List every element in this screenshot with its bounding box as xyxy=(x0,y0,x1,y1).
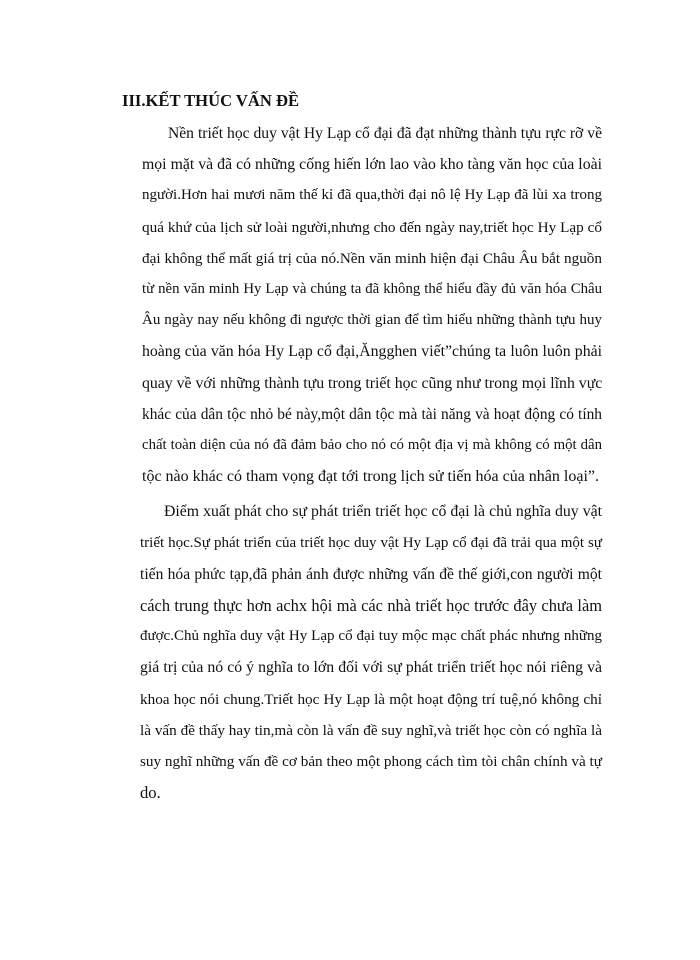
text-line: khoa học nói chung.Triết học Hy Lạp là một hoạt động trí tuệ,nó không chỉ xyxy=(140,690,602,708)
text-line: Nền triết học duy vật Hy Lạp cổ đại đã đạt những thành tựu rực rỡ về xyxy=(168,125,602,142)
text-line: được.Chủ nghĩa duy vật Hy Lạp cổ đại tuy mộc mạc chất phác nhưng những xyxy=(140,628,602,645)
text-line: tộc nào khác có tham vọng đạt tới trong lịch sử tiến hóa của nhân loại”. xyxy=(142,468,599,486)
text-line: quá khứ của lịch sử loài người,nhưng cho đến ngày nay,triết học Hy Lạp cổ xyxy=(142,218,602,236)
text-line: triết học.Sự phát triển của triết học duy vật Hy Lạp cổ đại đã trải qua một sự xyxy=(140,534,602,551)
text-line: mọi mặt và đã có những cống hiến lớn lao vào kho tàng văn học của loài xyxy=(142,156,602,174)
text-line: từ nền văn minh Hy Lạp và chúng ta đã không thể hiểu đầy đủ văn hóa Châu xyxy=(142,281,602,298)
text-line: khác của dân tộc nhỏ bé này,một dân tộc mà tài năng và hoạt động có tính xyxy=(142,405,602,423)
text-line: quay về với những thành tựu trong triết học cũng như trong mọi lĩnh vực xyxy=(142,374,603,392)
paragraph-1 xyxy=(116,118,602,492)
text-line: Âu ngày nay nếu không đi ngược thời gian để tìm hiểu những thành tựu huy xyxy=(142,312,602,329)
text-line: hoàng của văn hóa Hy Lạp cổ đại,Ăngghen viết”chúng ta luôn luôn phải xyxy=(142,343,602,361)
text-line: cách trung thực hơn achx hội mà các nhà triết học trước đây chưa làm xyxy=(140,596,602,616)
text-line: chất toàn diện của nó đã đảm bảo cho nó có một địa vị mà không có một dân xyxy=(142,437,602,454)
text-line: Điểm xuất phát cho sự phát triển triết học cổ đại là chủ nghĩa duy vật xyxy=(164,503,602,521)
paragraph-2 xyxy=(116,496,602,808)
document-body xyxy=(116,86,602,808)
text-line: là vấn đề thấy hay tin,mà còn là vấn đề suy nghĩ,và triết học còn có nghĩa là xyxy=(140,721,602,739)
text-line: người.Hơn hai mươi năm thế kỉ đã qua,thời đại nô lệ Hy Lạp đã lùi xa trong xyxy=(142,187,602,204)
text-line: giá trị của nó có ý nghĩa to lớn đối với sự phát triển triết học nói riêng và xyxy=(140,659,602,677)
text-line: suy nghĩ những vấn đề cơ bản theo một phong cách tìm tòi chân chính và tự xyxy=(140,753,602,771)
text-line: đại không thể mất giá trị của nó.Nền văn minh hiện đại Châu Âu bắt nguồn xyxy=(142,249,602,267)
text-line: tiến hóa phức tạp,đã phản ánh được những vấn đề thế giới,con người một xyxy=(140,565,602,583)
section-heading: III.KẾT THÚC VẤN ĐỀ xyxy=(122,91,300,110)
text-line: do. xyxy=(140,783,161,803)
